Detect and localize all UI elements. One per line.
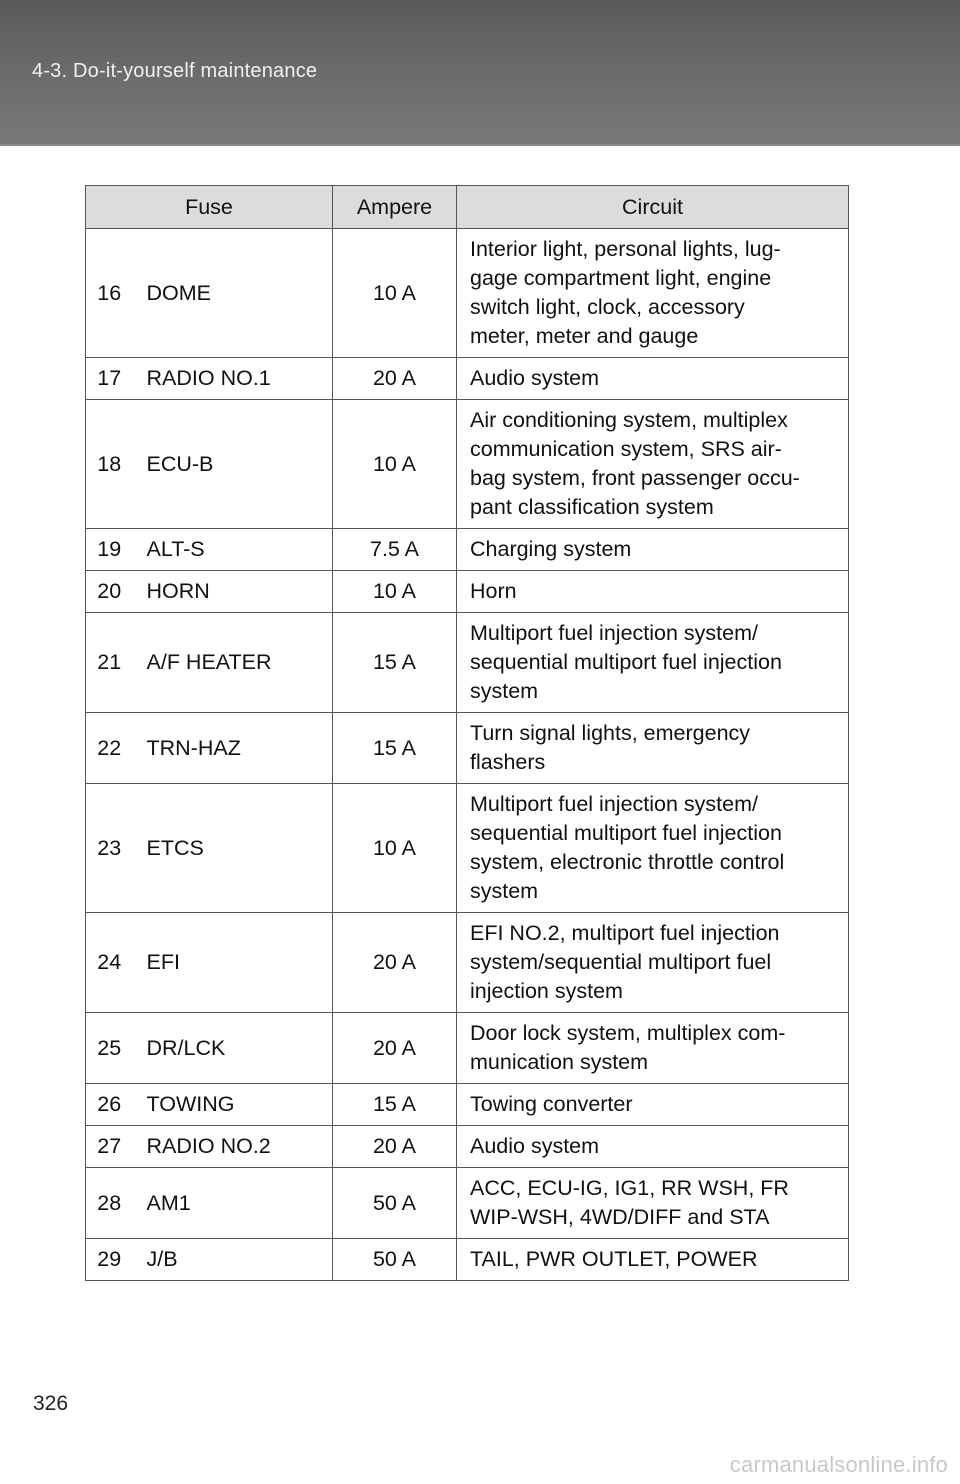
circuit-line: bag system, front passenger occu- — [470, 466, 800, 490]
circuit-line: Horn — [470, 579, 517, 603]
circuit-line: flashers — [470, 750, 546, 774]
fuse-name: TRN-HAZ — [133, 713, 333, 784]
column-header-fuse: Fuse — [86, 186, 333, 229]
fuse-table-header-row — [86, 186, 849, 229]
fuse-circuit — [457, 713, 849, 784]
fuse-name: ALT-S — [133, 529, 333, 571]
fuse-circuit — [457, 784, 849, 913]
fuse-number: 29 — [86, 1239, 133, 1281]
circuit-line: communication system, SRS air- — [470, 437, 782, 461]
column-header-circuit: Circuit — [457, 186, 849, 229]
fuse-number: 28 — [86, 1168, 133, 1239]
fuse-ampere: 10 A — [333, 571, 457, 613]
fuse-circuit — [457, 529, 849, 571]
fuse-circuit — [457, 1168, 849, 1239]
fuse-name: ETCS — [133, 784, 333, 913]
fuse-name: TOWING — [133, 1084, 333, 1126]
fuse-circuit — [457, 613, 849, 713]
circuit-line: system/sequential multiport fuel — [470, 950, 772, 974]
section-title: 4-3. Do-it-yourself maintenance — [32, 60, 318, 82]
fuse-ampere: 10 A — [333, 229, 457, 358]
fuse-circuit — [457, 1239, 849, 1281]
circuit-line: TAIL, PWR OUTLET, POWER — [470, 1247, 758, 1271]
fuse-ampere: 20 A — [333, 913, 457, 1013]
circuit-line: Interior light, personal lights, lug- — [470, 237, 781, 261]
fuse-name: AM1 — [133, 1168, 333, 1239]
fuse-name: A/F HEATER — [133, 613, 333, 713]
fuse-table-body — [86, 229, 849, 1281]
circuit-line: system — [470, 679, 539, 703]
circuit-line: Audio system — [470, 1134, 600, 1158]
circuit-line: pant classification system — [470, 495, 714, 519]
circuit-line: Towing converter — [470, 1092, 633, 1116]
circuit-line: Door lock system, multiplex com- — [470, 1021, 786, 1045]
table-row — [86, 400, 849, 529]
fuse-name: HORN — [133, 571, 333, 613]
fuse-number: 21 — [86, 613, 133, 713]
fuse-number: 27 — [86, 1126, 133, 1168]
table-row — [86, 1168, 849, 1239]
fuse-name: ECU-B — [133, 400, 333, 529]
page-header — [0, 0, 960, 146]
circuit-line: WIP-WSH, 4WD/DIFF and STA — [470, 1205, 770, 1229]
fuse-number: 23 — [86, 784, 133, 913]
fuse-name: RADIO NO.2 — [133, 1126, 333, 1168]
fuse-number: 16 — [86, 229, 133, 358]
circuit-line: Multiport fuel injection system/ — [470, 621, 758, 645]
fuse-number: 26 — [86, 1084, 133, 1126]
fuse-number: 19 — [86, 529, 133, 571]
fuse-number: 20 — [86, 571, 133, 613]
table-row — [86, 613, 849, 713]
table-row — [86, 1084, 849, 1126]
fuse-ampere: 15 A — [333, 1084, 457, 1126]
table-row — [86, 358, 849, 400]
fuse-ampere: 50 A — [333, 1168, 457, 1239]
circuit-line: sequential multiport fuel injection — [470, 650, 782, 674]
column-header-ampere: Ampere — [333, 186, 457, 229]
circuit-line: injection system — [470, 979, 623, 1003]
fuse-ampere: 7.5 A — [333, 529, 457, 571]
fuse-ampere: 10 A — [333, 400, 457, 529]
circuit-line: EFI NO.2, multiport fuel injection — [470, 921, 780, 945]
fuse-circuit — [457, 229, 849, 358]
fuse-ampere: 20 A — [333, 1013, 457, 1084]
circuit-line: ACC, ECU-IG, IG1, RR WSH, FR — [470, 1176, 789, 1200]
fuse-circuit — [457, 1013, 849, 1084]
table-row — [86, 229, 849, 358]
fuse-name: EFI — [133, 913, 333, 1013]
fuse-name: DOME — [133, 229, 333, 358]
circuit-line: Multiport fuel injection system/ — [470, 792, 758, 816]
fuse-circuit — [457, 913, 849, 1013]
table-row — [86, 1239, 849, 1281]
fuse-ampere: 15 A — [333, 713, 457, 784]
fuse-circuit — [457, 1084, 849, 1126]
fuse-number: 17 — [86, 358, 133, 400]
fuse-circuit — [457, 358, 849, 400]
fuse-ampere: 10 A — [333, 784, 457, 913]
fuse-circuit — [457, 400, 849, 529]
table-row — [86, 784, 849, 913]
fuse-number: 18 — [86, 400, 133, 529]
table-row — [86, 913, 849, 1013]
fuse-circuit — [457, 571, 849, 613]
circuit-line: Air conditioning system, multiplex — [470, 408, 788, 432]
fuse-ampere: 20 A — [333, 358, 457, 400]
table-row — [86, 1013, 849, 1084]
circuit-line: Audio system — [470, 366, 600, 390]
watermark: carmanualsonline.info — [729, 1452, 948, 1477]
fuse-circuit — [457, 1126, 849, 1168]
circuit-line: munication system — [470, 1050, 649, 1074]
fuse-number: 24 — [86, 913, 133, 1013]
circuit-line: meter, meter and gauge — [470, 324, 699, 348]
fuse-name: DR/LCK — [133, 1013, 333, 1084]
fuse-number: 25 — [86, 1013, 133, 1084]
circuit-line: Turn signal lights, emergency — [470, 721, 751, 745]
circuit-line: system — [470, 879, 539, 903]
fuse-number: 22 — [86, 713, 133, 784]
fuse-table — [85, 185, 849, 1281]
circuit-line: gage compartment light, engine — [470, 266, 772, 290]
circuit-line: sequential multiport fuel injection — [470, 821, 782, 845]
fuse-name: RADIO NO.1 — [133, 358, 333, 400]
fuse-ampere: 50 A — [333, 1239, 457, 1281]
circuit-line: switch light, clock, accessory — [470, 295, 745, 319]
fuse-ampere: 15 A — [333, 613, 457, 713]
circuit-line: system, electronic throttle control — [470, 850, 785, 874]
table-row — [86, 713, 849, 784]
fuse-name: J/B — [133, 1239, 333, 1281]
table-row — [86, 1126, 849, 1168]
page-number: 326 — [33, 1392, 69, 1415]
fuse-ampere: 20 A — [333, 1126, 457, 1168]
circuit-line: Charging system — [470, 537, 632, 561]
table-row — [86, 529, 849, 571]
table-row — [86, 571, 849, 613]
